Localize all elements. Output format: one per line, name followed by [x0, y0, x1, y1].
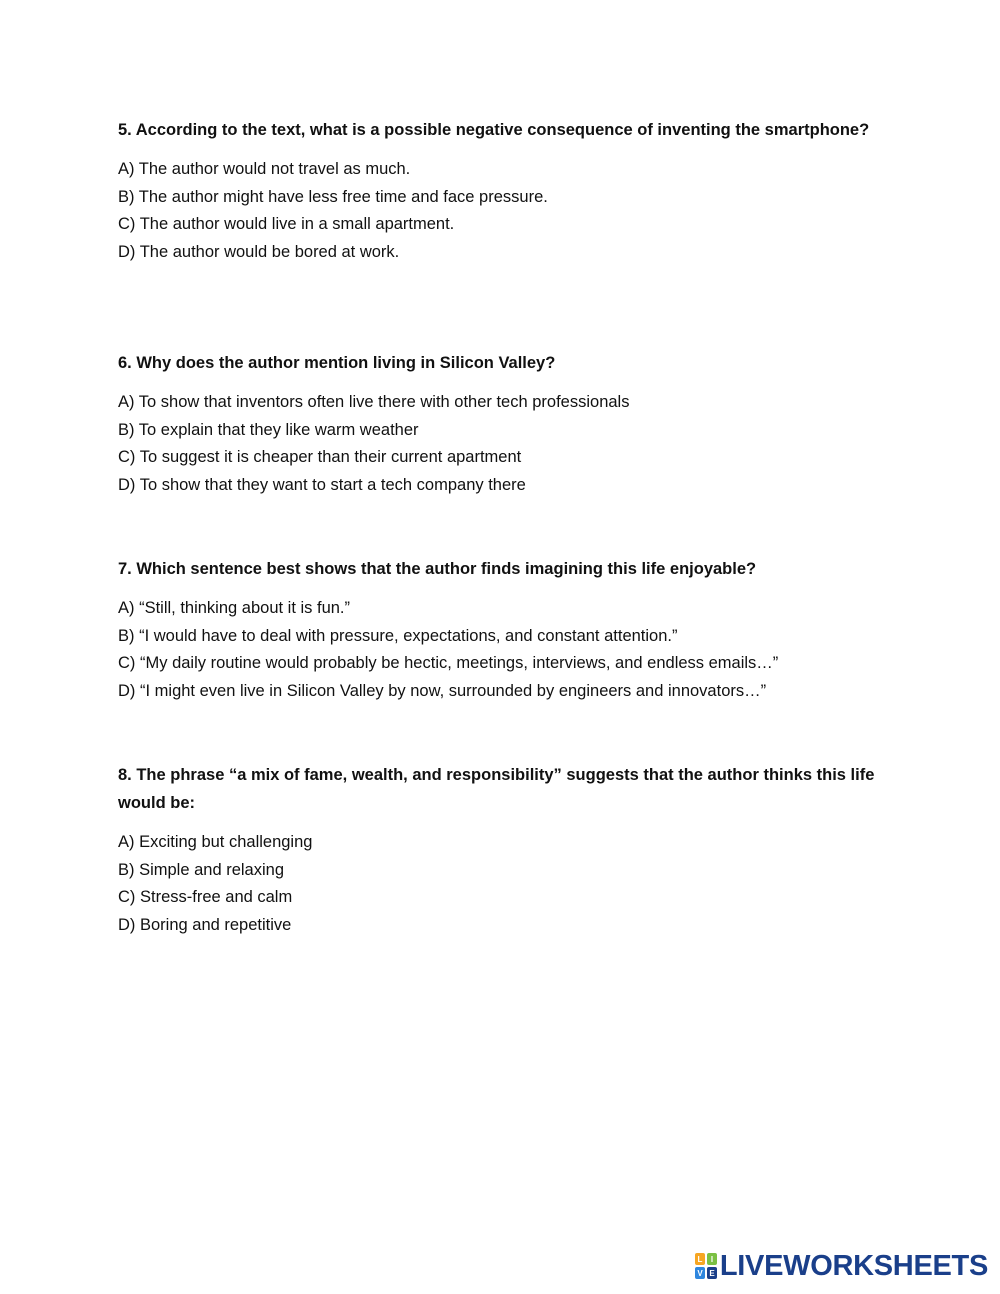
option-c: C) “My daily routine would probably be hectic, meetings, interviews, and endless emails…”	[118, 654, 779, 673]
liveworksheets-logo-icon	[695, 1253, 717, 1279]
option-a: A) “Still, thinking about it is fun.”	[118, 599, 351, 617]
liveworksheets-logo[interactable]	[695, 1250, 988, 1282]
question-title: 6. Why does the author mention living in Silicon Valley?	[118, 354, 556, 372]
option-c: C) The author would live in a small apartment.	[118, 215, 455, 234]
option-b: B) The author might have less free time and face pressure.	[118, 187, 548, 206]
options-list	[118, 829, 888, 940]
option-b: B) “I would have to deal with pressure, expectations, and constant attention.”	[118, 626, 678, 645]
question-title: 8. The phrase “a mix of fame, wealth, and responsibility” suggests that the author thinks this life would be:	[118, 766, 875, 812]
question-title: 5. According to the text, what is a possible negative consequence of inventing the smartphone?	[118, 121, 870, 139]
option-a: A) The author would not travel as much.	[118, 160, 411, 178]
option-a: A) To show that inventors often live there with other tech professionals	[118, 393, 630, 411]
option-a: A) Exciting but challenging	[118, 833, 313, 851]
brand-name: LIVEWORKSHEETS	[719, 1250, 988, 1282]
option-d: D) To show that they want to start a tech company there	[118, 476, 526, 495]
svg-text:I: I	[710, 1255, 714, 1264]
svg-text:V: V	[697, 1269, 703, 1278]
options-list	[118, 595, 888, 706]
options-list	[118, 156, 888, 267]
option-c: C) To suggest it is cheaper than their current apartment	[118, 448, 522, 467]
svg-text:L: L	[697, 1255, 703, 1264]
question-5	[118, 116, 888, 267]
question-7	[118, 555, 888, 706]
option-b: B) To explain that they like warm weather	[118, 420, 419, 439]
svg-text:E: E	[709, 1269, 715, 1278]
option-c: C) Stress-free and calm	[118, 888, 293, 907]
options-list	[118, 389, 888, 500]
option-d: D) “I might even live in Silicon Valley by now, surrounded by engineers and innovators…”	[118, 682, 767, 701]
question-6	[118, 349, 888, 500]
option-b: B) Simple and relaxing	[118, 860, 284, 879]
question-8	[118, 761, 888, 940]
option-d: D) Boring and repetitive	[118, 916, 292, 935]
question-title: 7. Which sentence best shows that the author finds imagining this life enjoyable?	[118, 560, 757, 578]
option-d: D) The author would be bored at work.	[118, 243, 400, 262]
